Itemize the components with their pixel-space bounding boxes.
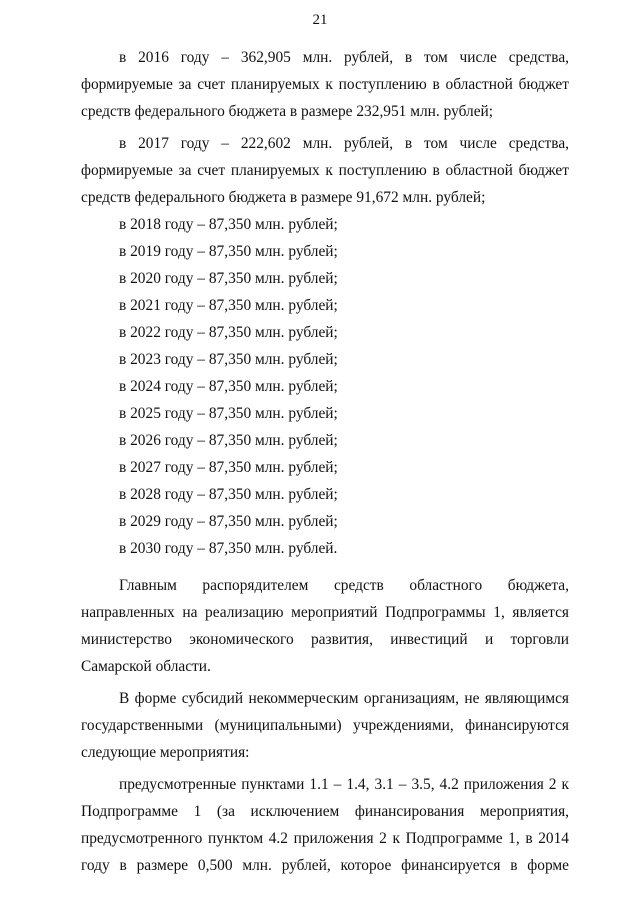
paragraph-2016-funding: в 2016 году – 362,905 млн. рублей, в том числе средства, формируемые за счет планируемых к поступлению в областной бюджет средств федерального бюджета в размере 232,951 млн. рублей; — [81, 49, 569, 120]
yearly-funding-list — [81, 211, 569, 562]
list-item: в 2029 году – 87,350 млн. рублей; — [119, 513, 338, 530]
page-number: 21 — [312, 12, 328, 28]
list-item: в 2026 году – 87,350 млн. рублей; — [119, 432, 338, 449]
paragraph-2017-funding: в 2017 году – 222,602 млн. рублей, в том числе средства, формируемые за счет планируемых к поступлению в областной бюджет средств федерального бюджета в размере 91,672 млн. рублей; — [81, 135, 569, 206]
list-item: в 2020 году – 87,350 млн. рублей; — [119, 270, 338, 287]
paragraph-subsidies: В форме субсидий некоммерческим организациям, не являющимся государственными (муниципальными) учреждениями, финансируются следующие мероприятия: — [81, 690, 569, 761]
list-item: в 2028 году – 87,350 млн. рублей; — [119, 486, 338, 503]
list-item: в 2030 году – 87,350 млн. рублей. — [119, 540, 338, 557]
paragraph-chief-administrator: Главным распорядителем средств областного бюджета, направленных на реализацию мероприятий Подпрограммы 1, является министерство экономического развития, инвестиций и торговли Самарской области. — [81, 577, 569, 675]
list-item: в 2018 году – 87,350 млн. рублей; — [119, 216, 338, 233]
list-item: в 2025 году – 87,350 млн. рублей; — [119, 405, 338, 422]
list-item: в 2023 году – 87,350 млн. рублей; — [119, 351, 338, 368]
paragraph-provisions: предусмотренные пунктами 1.1 – 1.4, 3.1 – 3.5, 4.2 приложения 2 к Подпрограмме 1 (за исключением финансирования мероприятия, предусмотренного пунктом 4.2 приложения 2 к Подпрограмме 1, в 2014 году в размере 0,500 млн. рублей, которое финансируется в форме — [81, 776, 569, 874]
list-item: в 2021 году – 87,350 млн. рублей; — [119, 297, 338, 314]
list-item: в 2024 году – 87,350 млн. рублей; — [119, 378, 338, 395]
list-item: в 2019 году – 87,350 млн. рублей; — [119, 243, 338, 260]
list-item: в 2027 году – 87,350 млн. рублей; — [119, 459, 338, 476]
list-item: в 2022 году – 87,350 млн. рублей; — [119, 324, 338, 341]
document-body — [81, 44, 569, 879]
